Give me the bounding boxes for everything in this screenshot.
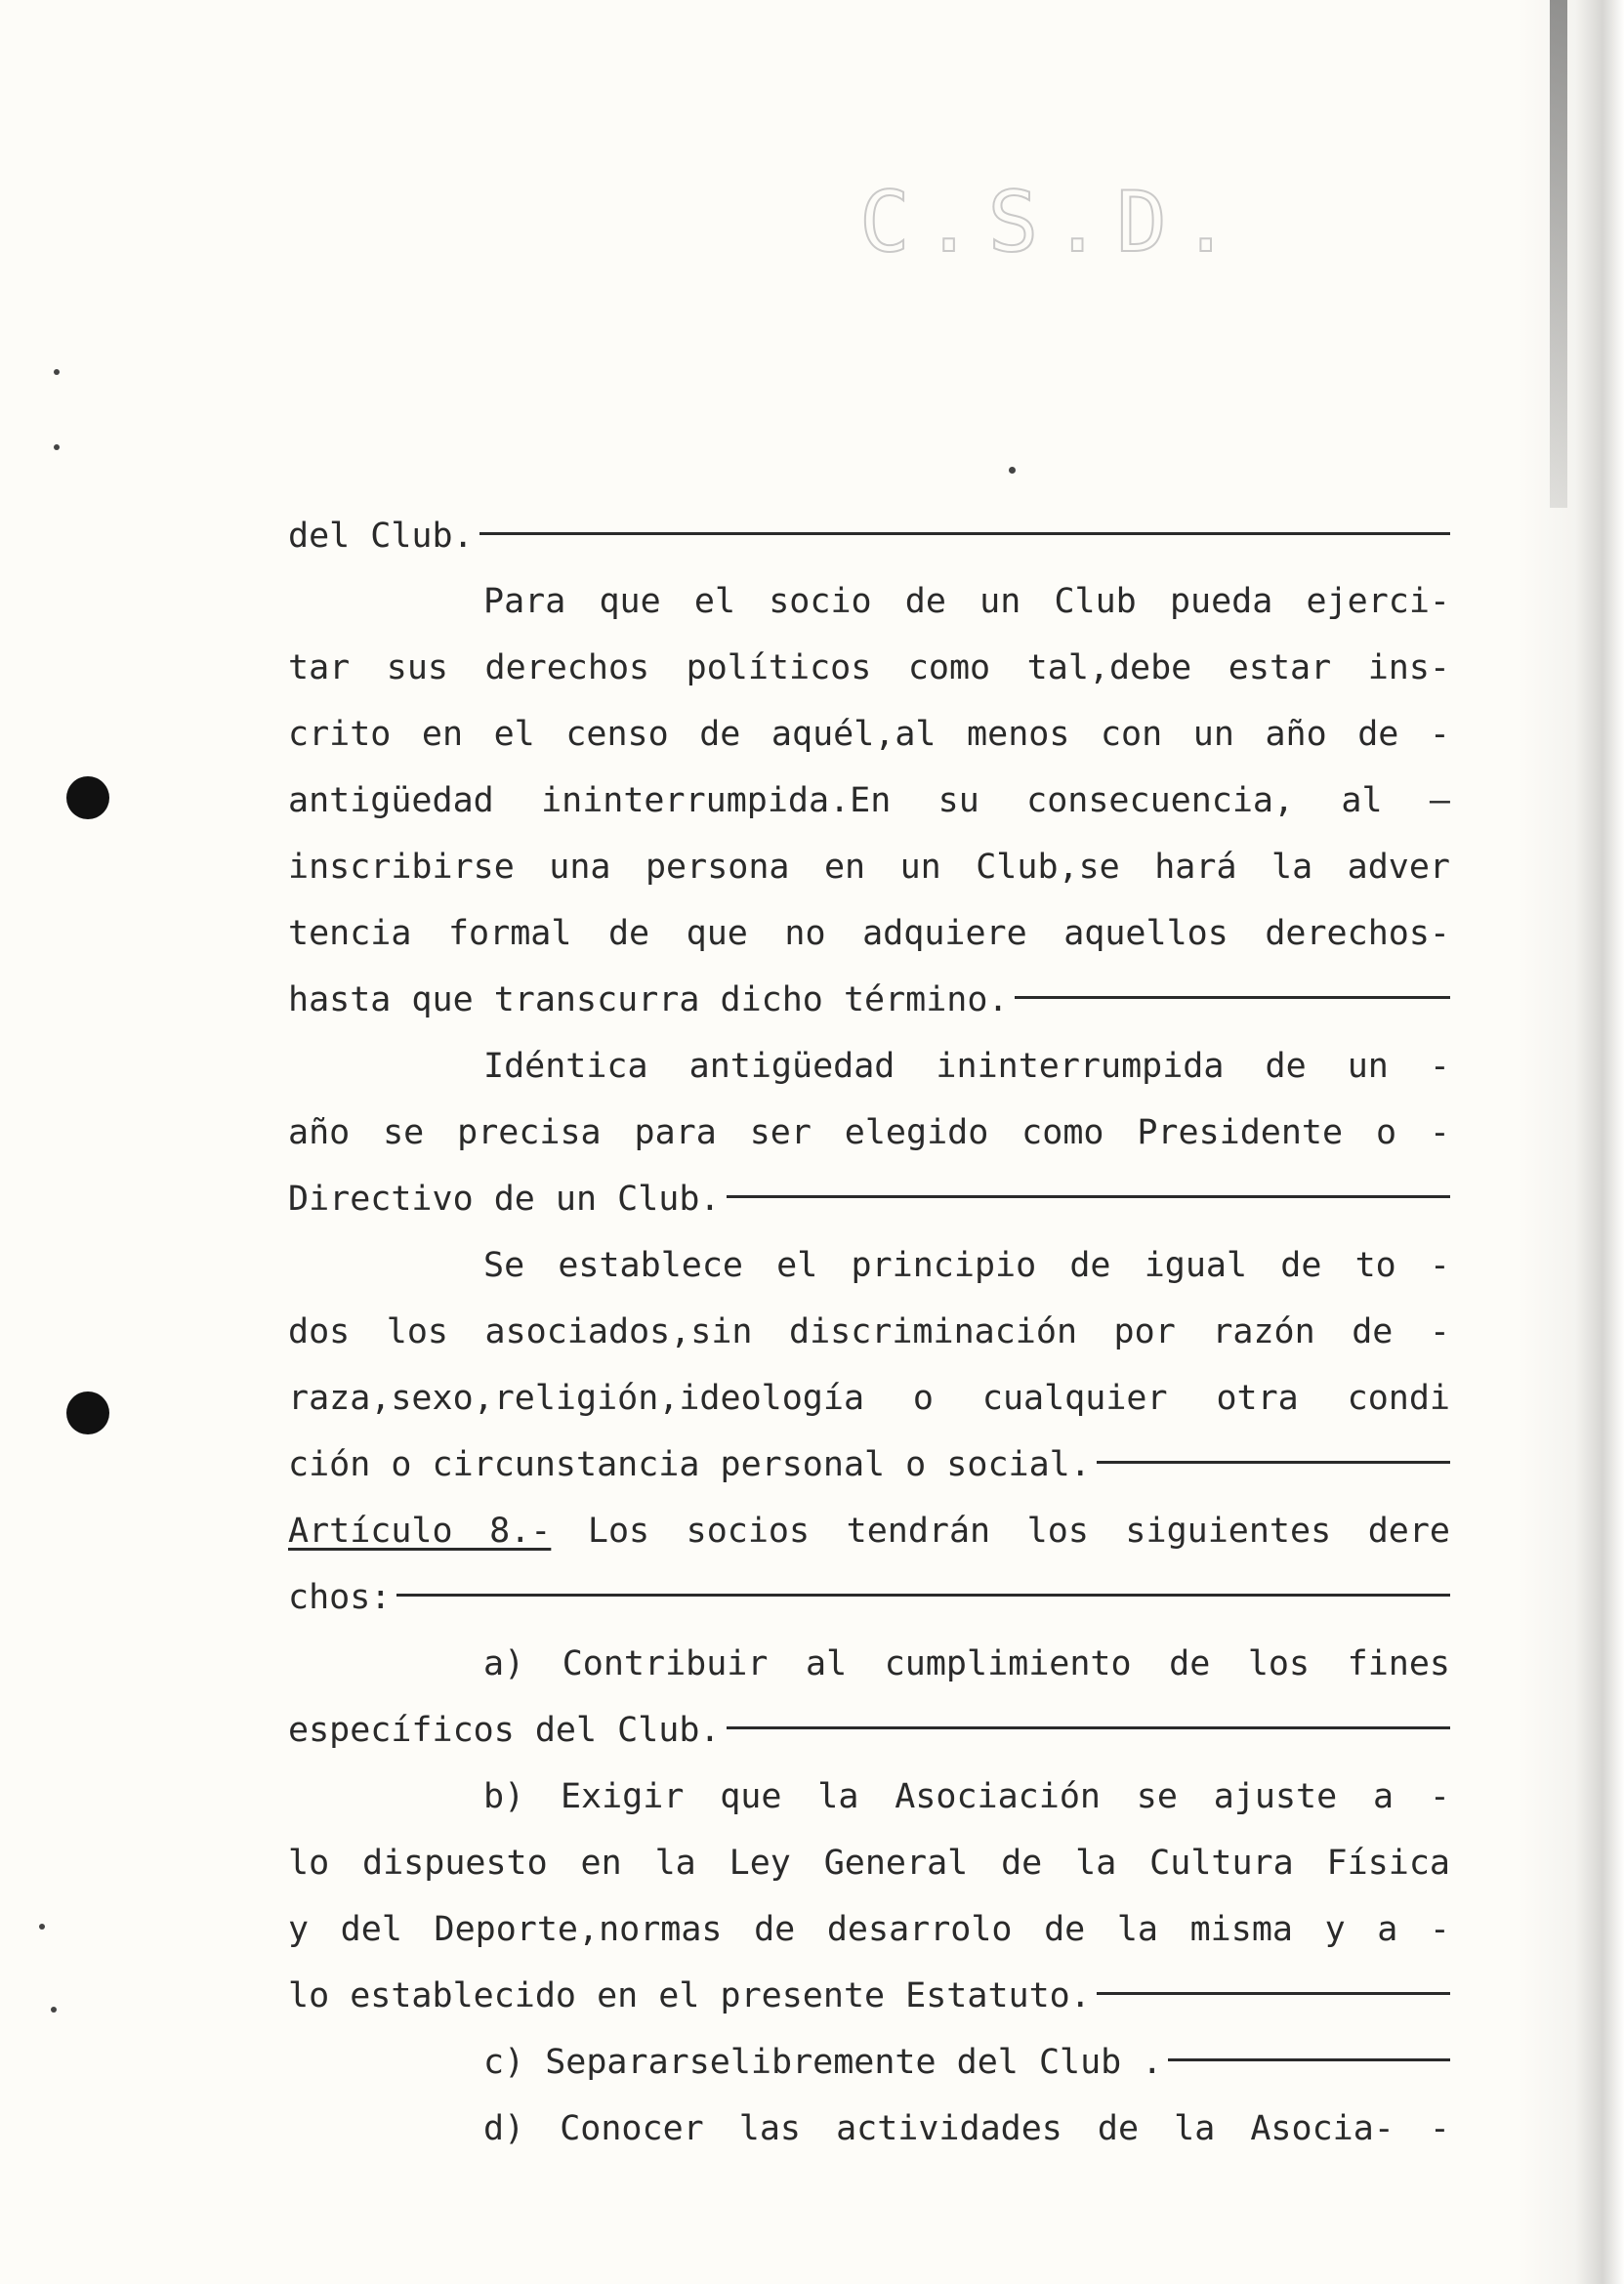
text-line: [288, 842, 1450, 893]
text-line: [483, 2103, 1450, 2154]
text-line: [288, 1705, 1450, 1756]
text-line: [288, 1439, 1450, 1490]
line-text: y del Deporte,normas de desarrolo de la misma y a -: [288, 1910, 1450, 1949]
text-line: [288, 511, 1450, 561]
line-text: ción o circunstancia personal o social.: [288, 1445, 1091, 1484]
fill-rule-line: [479, 532, 1450, 535]
fill-rule-line: [727, 1726, 1450, 1729]
page-edge-mark: [1550, 0, 1567, 508]
text-line: [288, 1373, 1450, 1424]
speck: [54, 444, 60, 450]
speck: [1009, 467, 1016, 474]
line-text: Artículo 8.- Los socios tendrán los siguientes dere: [288, 1512, 1450, 1551]
fill-rule-line: [1168, 2058, 1450, 2061]
text-line: [288, 709, 1450, 760]
line-text: específicos del Club.: [288, 1711, 721, 1750]
text-line: [288, 1838, 1450, 1889]
line-text: c) Separarselibremente del Club .: [483, 2043, 1163, 2082]
text-line: [288, 775, 1450, 826]
line-text: año se precisa para ser elegido como Presidente o -: [288, 1113, 1450, 1152]
line-text: tar sus derechos políticos como tal,debe estar ins-: [288, 648, 1450, 687]
line-text: Directivo de un Club.: [288, 1180, 721, 1219]
line-text: del Club.: [288, 517, 474, 556]
fill-rule-line: [1015, 996, 1450, 999]
fill-rule-line: [727, 1195, 1450, 1198]
punch-hole-top: [66, 776, 109, 819]
line-text: antigüedad ininterrumpida.En su consecuencia, al —: [288, 781, 1450, 820]
perforated-stamp: C.S.D.: [859, 174, 1245, 271]
text-line: [483, 576, 1450, 627]
speck: [51, 2007, 57, 2013]
line-text: a) Contribuir al cumplimiento de los fines: [483, 1644, 1450, 1683]
text-line: [483, 1240, 1450, 1291]
line-text: tencia formal de que no adquiere aquellos derechos-: [288, 914, 1450, 953]
line-text: raza,sexo,religión,ideología o cualquier otra condi: [288, 1379, 1450, 1418]
line-text: lo establecido en el presente Estatuto.: [288, 1976, 1091, 2015]
text-line: [288, 1307, 1450, 1357]
fill-rule-line: [1097, 1461, 1450, 1464]
text-line: [288, 1174, 1450, 1225]
text-line: [288, 1971, 1450, 2021]
text-line: [483, 2037, 1450, 2088]
page-edge-shadow: [1517, 0, 1624, 2284]
speck: [39, 1924, 45, 1930]
line-text: Para que el socio de un Club pueda ejerci-: [483, 582, 1450, 621]
text-line: [483, 1041, 1450, 1092]
fill-rule-line: [396, 1594, 1450, 1597]
line-text: Se establece el principio de igual de to -: [483, 1246, 1450, 1285]
line-text: lo dispuesto en la Ley General de la Cultura Física: [288, 1844, 1450, 1883]
line-text: hasta que transcurra dicho término.: [288, 980, 1009, 1019]
speck: [54, 369, 60, 375]
punch-hole-bottom: [66, 1391, 109, 1434]
text-line: [483, 1639, 1450, 1689]
text-line: [288, 975, 1450, 1025]
fill-rule-line: [1097, 1992, 1450, 1995]
text-line: [288, 908, 1450, 959]
text-line: [483, 1771, 1450, 1822]
line-text: Idéntica antigüedad ininterrumpida de un -: [483, 1047, 1450, 1086]
line-text: b) Exigir que la Asociación se ajuste a -: [483, 1777, 1450, 1816]
text-line: [288, 1506, 1450, 1557]
text-line: [288, 1107, 1450, 1158]
text-line: [288, 643, 1450, 693]
text-line: [288, 1904, 1450, 1955]
article-heading: Artículo 8.-: [288, 1512, 552, 1551]
line-text: inscribirse una persona en un Club,se hará la adver: [288, 848, 1450, 887]
line-text: d) Conocer las actividades de la Asocia- -: [483, 2109, 1450, 2148]
text-line: [288, 1572, 1450, 1623]
line-text: dos los asociados,sin discriminación por razón de -: [288, 1312, 1450, 1351]
line-text: crito en el censo de aquél,al menos con un año de -: [288, 715, 1450, 754]
line-text: chos:: [288, 1578, 392, 1617]
